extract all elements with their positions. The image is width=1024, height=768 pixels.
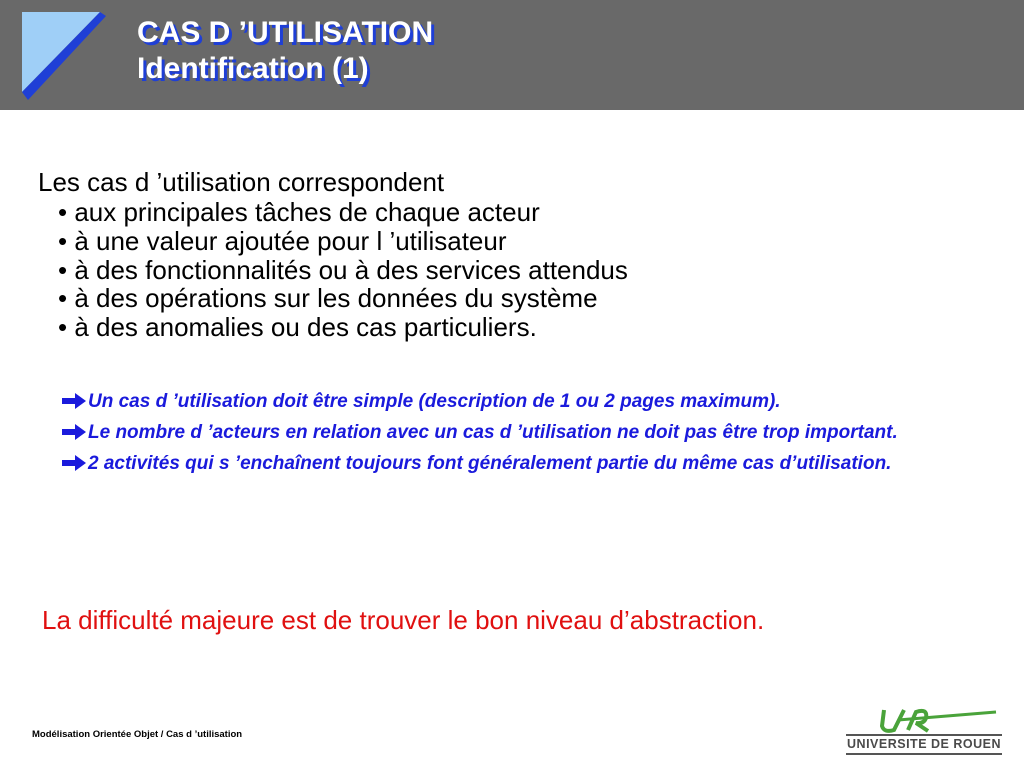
- bullet-item: • à une valeur ajoutée pour l ’utilisateur: [58, 227, 628, 256]
- notes-block: [62, 386, 1002, 479]
- slide-logo-icon: [22, 12, 106, 104]
- university-logo: [846, 706, 1006, 756]
- note-text: Un cas d ’utilisation doit être simple (description de 1 ou 2 pages maximum).: [88, 391, 781, 412]
- note-item: [62, 417, 1002, 448]
- slide-header: [0, 0, 1024, 110]
- university-logo-icon: [878, 706, 1002, 734]
- bullet-list: [58, 198, 628, 342]
- note-text: 2 activités qui s ’enchaînent toujours font généralement partie du même cas d’utilisation.: [88, 453, 892, 474]
- right-arrow-icon: [62, 417, 88, 448]
- note-item: [62, 448, 1002, 479]
- university-name: UNIVERSITE DE ROUEN: [847, 737, 1001, 751]
- bullet-item: • aux principales tâches de chaque acteur: [58, 198, 628, 227]
- bullet-item: • à des fonctionnalités ou à des services attendus: [58, 256, 628, 285]
- intro-text: Les cas d ’utilisation correspondent: [38, 167, 445, 197]
- right-arrow-icon: [62, 386, 88, 417]
- note-text: Le nombre d ’acteurs en relation avec un cas d ’utilisation ne doit pas être trop important.: [88, 422, 898, 443]
- right-arrow-icon: [62, 448, 88, 479]
- bullet-item: • à des anomalies ou des cas particuliers.: [58, 313, 628, 342]
- logo-rule: [846, 734, 1002, 736]
- slide-title: CAS D ’UTILISATION: [137, 16, 434, 49]
- conclusion-text: La difficulté majeure est de trouver le bon niveau d’abstraction.: [42, 605, 765, 635]
- slide-subtitle: Identification (1): [137, 52, 369, 85]
- footer-text: Modélisation Orientée Objet / Cas d ’utilisation: [32, 729, 243, 740]
- logo-rule: [846, 753, 1002, 755]
- note-item: [62, 386, 1002, 417]
- bullet-item: • à des opérations sur les données du système: [58, 284, 628, 313]
